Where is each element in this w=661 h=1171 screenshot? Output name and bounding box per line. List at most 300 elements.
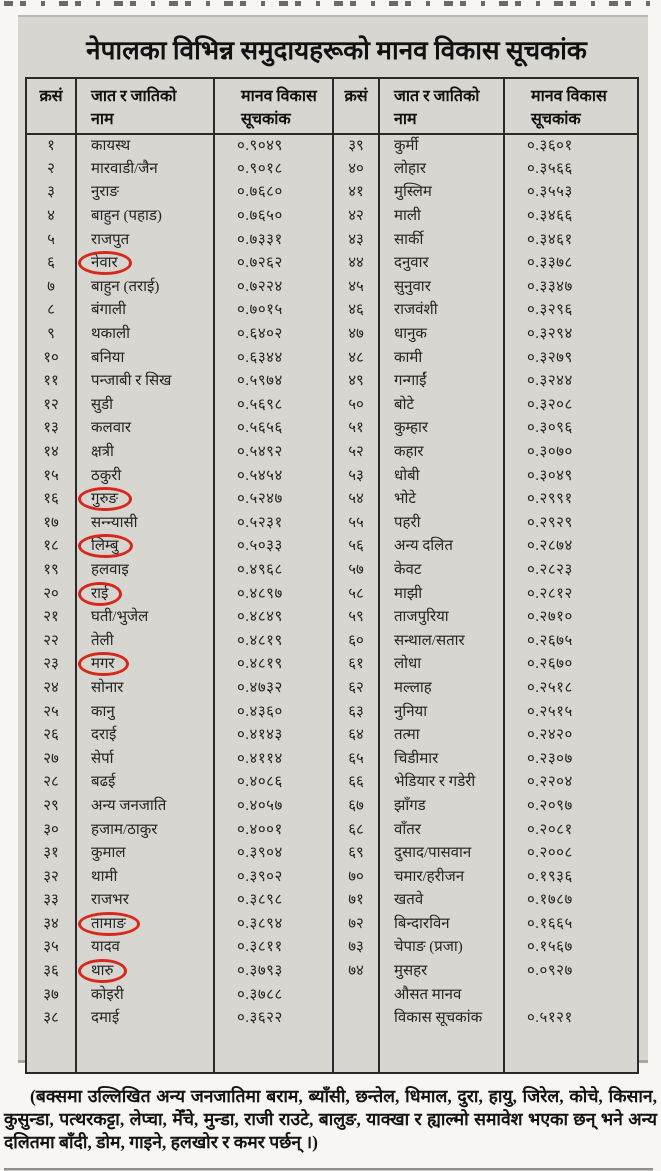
serial-cell-left: ३० <box>43 821 59 838</box>
community-name: दराई <box>91 727 117 744</box>
community-name: ठकुरी <box>91 467 122 484</box>
name-cell-right <box>379 700 504 724</box>
table-row <box>26 771 638 795</box>
name-cell-left <box>76 629 214 653</box>
community-name: बाहुन (पहाड) <box>91 208 162 225</box>
serial-cell-left: १६ <box>43 491 59 508</box>
community-name: वाँतर <box>394 821 421 838</box>
serial-cell-left: २९ <box>43 797 59 814</box>
serial-cell-right: ४४ <box>333 252 379 276</box>
name-cell-left <box>76 134 214 158</box>
serial-cell-right: ४७ <box>333 323 379 347</box>
community-name: पहरी <box>394 514 421 531</box>
name-cell-left <box>76 582 214 606</box>
table-row <box>26 512 638 536</box>
table-header <box>26 78 638 134</box>
table-row <box>26 488 638 512</box>
hdi-cell-right: ०.३२७९ <box>504 346 638 370</box>
name-cell-left <box>76 252 214 276</box>
hdi-cell-left: ०.५०३३ <box>214 535 333 559</box>
hdi-cell-right: ०.२३०७ <box>504 747 638 771</box>
name-cell-left <box>76 747 214 771</box>
name-cell-right <box>379 582 504 606</box>
name-cell-left <box>76 346 214 370</box>
serial-cell-left: २५ <box>43 703 59 720</box>
serial-cell-left: २४ <box>43 679 59 696</box>
community-name: तत्मा <box>394 727 420 744</box>
community-name: बनिया <box>91 349 125 366</box>
hdi-cell-right: ०.२८७४ <box>504 535 638 559</box>
hdi-cell-right: ०.३५५३ <box>504 181 638 205</box>
name-cell-left <box>76 299 214 323</box>
name-cell-left <box>76 276 214 300</box>
table-row <box>26 747 638 771</box>
serial-cell-right: ४३ <box>333 228 379 252</box>
name-cell-left <box>76 1031 214 1073</box>
community-name: राजपुत <box>91 231 130 248</box>
name-cell-right <box>379 299 504 323</box>
hdi-cell-left: ०.४००१ <box>214 818 333 842</box>
hdi-cell-right: ०.३०९६ <box>504 417 638 441</box>
hdi-cell-left: ०.७६५० <box>214 205 333 229</box>
name-cell-right <box>379 134 504 158</box>
name-cell-left <box>76 960 214 984</box>
community-name: कायस्थ <box>91 137 131 154</box>
community-name: चिडीमार <box>394 750 439 767</box>
name-cell-left <box>76 936 214 960</box>
serial-cell-right: ६० <box>333 629 379 653</box>
name-cell-right <box>379 724 504 748</box>
serial-cell-left: १७ <box>43 514 59 531</box>
community-name: चेपाङ (प्रजा) <box>394 939 463 956</box>
community-name: लोहार <box>394 160 427 177</box>
serial-cell-left: ११ <box>43 373 59 390</box>
name-cell-right <box>379 889 504 913</box>
hdi-cell-right: ०.२६७० <box>504 653 638 677</box>
name-cell-right <box>379 913 504 937</box>
name-cell-left <box>76 417 214 441</box>
serial-cell-right: ६६ <box>333 771 379 795</box>
serial-cell-right: ४२ <box>333 205 379 229</box>
name-cell-right <box>379 653 504 677</box>
hdi-cell-right: ०.३५६६ <box>504 158 638 182</box>
hdi-cell-right: ०.३०७० <box>504 441 638 465</box>
table-row <box>26 606 638 630</box>
name-cell-left <box>76 205 214 229</box>
serial-cell-left: ६ <box>47 255 55 272</box>
community-name: दुसाद/पासवान <box>394 845 472 862</box>
community-name: थारु <box>91 963 114 980</box>
hdi-cell-right <box>504 1031 638 1073</box>
hdi-cell-right: ०.३२०८ <box>504 394 638 418</box>
serial-cell-right: ५९ <box>333 606 379 630</box>
table-row <box>26 346 638 370</box>
community-name: मल्लाह <box>394 679 432 696</box>
hdi-cell-right: ०.२५१५ <box>504 700 638 724</box>
serial-cell-left: ३५ <box>43 939 59 956</box>
serial-cell-right: ५१ <box>333 417 379 441</box>
filler-row <box>26 1031 638 1073</box>
community-name: अन्य दलित <box>394 538 453 555</box>
name-cell-right <box>379 464 504 488</box>
community-name: मगर <box>91 656 115 673</box>
table-row <box>26 582 638 606</box>
name-cell-right <box>379 252 504 276</box>
hdi-cell-right: ०.१६६५ <box>504 913 638 937</box>
serial-cell-left: ३७ <box>43 986 59 1003</box>
serial-cell-left: २० <box>43 585 59 602</box>
hdi-cell-left: ०.४९६८ <box>214 559 333 583</box>
name-cell-left <box>76 370 214 394</box>
table-row <box>26 559 638 583</box>
table-row <box>26 134 638 158</box>
name-cell-left <box>76 983 214 1007</box>
name-cell-right <box>379 512 504 536</box>
name-cell-left <box>76 535 214 559</box>
hdi-cell-right: ०.३२९६ <box>504 299 638 323</box>
name-cell-left <box>76 653 214 677</box>
name-cell-right <box>379 441 504 465</box>
name-cell-left <box>76 488 214 512</box>
name-cell-left <box>76 842 214 866</box>
community-name: राजवंशी <box>394 302 438 319</box>
table-row <box>26 960 638 984</box>
name-cell-right <box>379 795 504 819</box>
serial-cell-left: ३२ <box>43 868 59 885</box>
community-name: गन्गाईं <box>394 373 427 390</box>
community-name: ताजपुरिया <box>394 609 449 626</box>
community-name: मुस्लिम <box>394 184 432 201</box>
community-name: हजाम/ठाकुर <box>91 821 158 838</box>
hdi-cell-right: ०.१७८७ <box>504 889 638 913</box>
community-name: बंगाली <box>91 302 126 319</box>
serial-cell-left: ८ <box>47 302 55 319</box>
hdi-cell-left: ०.४८९७ <box>214 582 333 606</box>
serial-cell-left: १ <box>47 137 55 154</box>
community-name: बाहुन (तराई) <box>91 278 160 295</box>
community-name: दमाई <box>91 1010 120 1027</box>
table-row <box>26 936 638 960</box>
serial-cell-right: ५० <box>333 394 379 418</box>
hdi-cell-left: ०.४८१९ <box>214 629 333 653</box>
serial-cell-right: ६७ <box>333 795 379 819</box>
name-cell-left <box>76 771 214 795</box>
serial-cell-right: ६८ <box>333 818 379 842</box>
name-cell-right <box>379 394 504 418</box>
name-cell-right <box>379 559 504 583</box>
serial-cell-left: ५ <box>47 231 55 248</box>
serial-cell-left: ७ <box>47 278 55 295</box>
community-name: चमार/हरीजन <box>394 868 465 885</box>
hdi-cell-right: ०.२८२३ <box>504 559 638 583</box>
name-cell-left <box>76 913 214 937</box>
hdi-cell-left: ०.७३३१ <box>214 228 333 252</box>
serial-cell-right: ६५ <box>333 747 379 771</box>
serial-cell-left: १८ <box>43 538 59 555</box>
serial-cell-right: ६३ <box>333 700 379 724</box>
serial-cell-left: ३१ <box>43 845 59 862</box>
community-name: नुराङ <box>91 184 119 201</box>
serial-cell-left: १५ <box>43 467 59 484</box>
serial-cell-right: ५६ <box>333 535 379 559</box>
community-name: दनुवार <box>394 255 429 272</box>
header-serial-left: क्रसं <box>26 78 76 134</box>
hdi-cell-left: ०.९०४९ <box>214 134 333 158</box>
community-name: लोधा <box>394 656 422 673</box>
serial-cell-right: ३९ <box>333 134 379 158</box>
serial-cell-left: ३ <box>47 184 55 201</box>
community-name: पन्जाबी र सिख <box>91 373 172 390</box>
scanned-table-panel <box>18 15 648 1063</box>
hdi-cell-left: ०.६३४४ <box>214 346 333 370</box>
table-row <box>26 818 638 842</box>
table-row <box>26 677 638 701</box>
table-row <box>26 370 638 394</box>
name-cell-left <box>76 889 214 913</box>
community-name: माझी <box>394 585 423 602</box>
community-name: कलवार <box>91 420 132 437</box>
name-cell-left <box>76 228 214 252</box>
community-name: औसत मानव <box>394 986 462 1003</box>
community-name: राजभर <box>91 892 129 909</box>
community-name: सार्की <box>394 231 424 248</box>
serial-cell-right: ५२ <box>333 441 379 465</box>
table-row <box>26 865 638 889</box>
table-row <box>26 417 638 441</box>
hdi-cell-left: ०.३८९४ <box>214 913 333 937</box>
name-cell-right <box>379 323 504 347</box>
serial-cell-right: ७३ <box>333 936 379 960</box>
name-cell-right <box>379 205 504 229</box>
header-hdi-right: मानव विकास सूचकांक <box>504 78 638 134</box>
hdi-cell-right: ०.३३४७ <box>504 276 638 300</box>
hdi-cell-right: ०.२५१८ <box>504 677 638 701</box>
serial-cell-left: १० <box>43 349 59 366</box>
hdi-cell-left: ०.३८९८ <box>214 889 333 913</box>
hdi-cell-right: ०.२४२० <box>504 724 638 748</box>
serial-cell-right: ४१ <box>333 181 379 205</box>
hdi-cell-right: ०.२७१० <box>504 606 638 630</box>
serial-cell-right: ४५ <box>333 276 379 300</box>
serial-cell-right: ४८ <box>333 346 379 370</box>
hdi-cell-left: ०.५४५४ <box>214 464 333 488</box>
name-cell-right <box>379 181 504 205</box>
community-name: राई <box>91 585 109 602</box>
name-cell-right <box>379 960 504 984</box>
table-row <box>26 252 638 276</box>
serial-cell-left <box>26 1031 76 1073</box>
community-name: यादव <box>91 939 120 956</box>
name-cell-right <box>379 346 504 370</box>
serial-cell-right: ७१ <box>333 889 379 913</box>
serial-cell-right <box>333 983 379 1007</box>
serial-cell-right: ६१ <box>333 653 379 677</box>
community-name: तेली <box>91 632 114 649</box>
community-name: गुरुङ <box>91 491 118 508</box>
table-row <box>26 535 638 559</box>
hdi-cell-right: ०.५१२१ <box>504 1007 638 1031</box>
hdi-cell-right: ०.२०९७ <box>504 795 638 819</box>
name-cell-right <box>379 535 504 559</box>
name-cell-right <box>379 606 504 630</box>
table-row <box>26 1007 638 1031</box>
name-cell-right <box>379 1007 504 1031</box>
serial-cell-right: ५३ <box>333 464 379 488</box>
serial-cell-right: ५५ <box>333 512 379 536</box>
community-name: कुमाल <box>91 845 126 862</box>
serial-cell-left: २१ <box>43 609 59 626</box>
community-name: बढई <box>91 774 116 791</box>
hdi-cell-left: ०.७२२४ <box>214 276 333 300</box>
name-cell-right <box>379 488 504 512</box>
name-cell-left <box>76 606 214 630</box>
serial-cell-right: ४६ <box>333 299 379 323</box>
name-cell-left <box>76 323 214 347</box>
name-cell-right <box>379 677 504 701</box>
serial-cell-left: १४ <box>43 444 59 461</box>
serial-cell-left: ९ <box>47 326 55 343</box>
name-cell-left <box>76 865 214 889</box>
serial-cell-left: ३८ <box>43 1010 59 1027</box>
serial-cell-right: ५८ <box>333 582 379 606</box>
name-cell-right <box>379 747 504 771</box>
table-row <box>26 889 638 913</box>
clipped-text-strip <box>4 1 655 6</box>
table-row <box>26 205 638 229</box>
serial-cell-right <box>333 1031 379 1073</box>
serial-cell-left: २ <box>47 160 55 177</box>
hdi-cell-left: ०.४७३२ <box>214 677 333 701</box>
community-name: भेडियार र गडेरी <box>394 774 476 791</box>
community-name: झाँगड <box>394 797 426 814</box>
header-serial-right: क्रसं <box>333 78 379 134</box>
hdi-cell-left: ०.९०१८ <box>214 158 333 182</box>
hdi-cell-left: ०.५२४७ <box>214 488 333 512</box>
community-name: थामी <box>91 868 118 885</box>
serial-cell-right <box>333 1007 379 1031</box>
table-row <box>26 653 638 677</box>
hdi-cell-left: ०.३९०४ <box>214 842 333 866</box>
serial-cell-right: ५४ <box>333 488 379 512</box>
table-row <box>26 299 638 323</box>
hdi-cell-left: ०.५६५६ <box>214 417 333 441</box>
hdi-cell-right <box>504 983 638 1007</box>
table-row <box>26 323 638 347</box>
hdi-cell-right: ०.३२४४ <box>504 370 638 394</box>
hdi-cell-right: ०.२९२९ <box>504 512 638 536</box>
serial-cell-left: १२ <box>43 396 59 413</box>
name-cell-right <box>379 228 504 252</box>
hdi-cell-left: ०.७२६२ <box>214 252 333 276</box>
hdi-cell-right: ०.३०४९ <box>504 464 638 488</box>
community-name: सुनुवार <box>394 278 431 295</box>
community-name: सेर्पा <box>91 750 114 767</box>
name-cell-left <box>76 700 214 724</box>
serial-cell-left: ३३ <box>43 892 59 909</box>
hdi-cell-right: ०.२०८१ <box>504 818 638 842</box>
name-cell-right <box>379 629 504 653</box>
community-name: कुम्हार <box>394 420 429 437</box>
serial-cell-right: ५७ <box>333 559 379 583</box>
hdi-cell-left: ०.५६९८ <box>214 394 333 418</box>
hdi-cell-right: ०.३४६१ <box>504 228 638 252</box>
name-cell-left <box>76 795 214 819</box>
name-cell-right <box>379 158 504 182</box>
hdi-cell-left: ०.४३६० <box>214 700 333 724</box>
serial-cell-right: ७२ <box>333 913 379 937</box>
community-name: घती/भुजेल <box>91 609 149 626</box>
hdi-cell-right: ०.०९२७ <box>504 960 638 984</box>
name-cell-left <box>76 818 214 842</box>
name-cell-left <box>76 559 214 583</box>
community-name: धानुक <box>394 326 427 343</box>
community-name: कानु <box>91 703 115 720</box>
table-row <box>26 276 638 300</box>
hdi-cell-right: ०.२६७५ <box>504 629 638 653</box>
hdi-cell-left: ०.४०८६ <box>214 771 333 795</box>
hdi-cell-left: ०.५९७४ <box>214 370 333 394</box>
hdi-cell-left: ०.५४९२ <box>214 441 333 465</box>
table-row <box>26 158 638 182</box>
hdi-cell-right: ०.३३७८ <box>504 252 638 276</box>
community-name: कहार <box>394 444 424 461</box>
serial-cell-right: ६४ <box>333 724 379 748</box>
community-name: थकाली <box>91 326 131 343</box>
table-row <box>26 394 638 418</box>
hdi-cell-left <box>214 1031 333 1073</box>
hdi-cell-right: ०.२८१२ <box>504 582 638 606</box>
community-name: बिन्दारविन <box>394 915 450 932</box>
page-title: नेपालका विभिन्न समुदायहरूको मानव विकास सूचकांक <box>86 36 587 65</box>
hdi-cell-left: ०.४०५७ <box>214 795 333 819</box>
name-cell-right <box>379 818 504 842</box>
hdi-cell-right: ०.३४६६ <box>504 205 638 229</box>
name-cell-right <box>379 771 504 795</box>
community-name: तामाङ <box>91 915 126 932</box>
hdi-cell-left: ०.४११४ <box>214 747 333 771</box>
name-cell-right <box>379 842 504 866</box>
serial-cell-left: २३ <box>43 656 59 673</box>
hdi-cell-right: ०.३६०१ <box>504 134 638 158</box>
community-name: केवट <box>394 561 422 578</box>
table-row <box>26 441 638 465</box>
community-name: मुसहर <box>394 963 428 980</box>
header-hdi-left: मानव विकास सूचकांक <box>214 78 333 134</box>
community-name: लिम्बु <box>91 538 119 555</box>
hdi-cell-left: ०.४८१९ <box>214 653 333 677</box>
name-cell-right <box>379 936 504 960</box>
serial-cell-right: ६९ <box>333 842 379 866</box>
community-name: सुडी <box>91 396 114 413</box>
serial-cell-right: ४० <box>333 158 379 182</box>
name-cell-left <box>76 181 214 205</box>
header-name-left: जात र जातिको नाम <box>76 78 214 134</box>
community-name: कोइरी <box>91 986 124 1003</box>
table-row <box>26 464 638 488</box>
hdi-cell-right: ०.२९९१ <box>504 488 638 512</box>
serial-cell-left: २२ <box>43 632 59 649</box>
serial-cell-right: ४९ <box>333 370 379 394</box>
community-name: खतवे <box>394 892 424 909</box>
name-cell-left <box>76 441 214 465</box>
table-row <box>26 842 638 866</box>
community-name: नुनिया <box>394 703 428 720</box>
community-name: सन्थाल/सतार <box>394 632 465 649</box>
community-name: धोबी <box>394 467 420 484</box>
table-row <box>26 228 638 252</box>
serial-cell-right: ७० <box>333 865 379 889</box>
name-cell-left <box>76 512 214 536</box>
